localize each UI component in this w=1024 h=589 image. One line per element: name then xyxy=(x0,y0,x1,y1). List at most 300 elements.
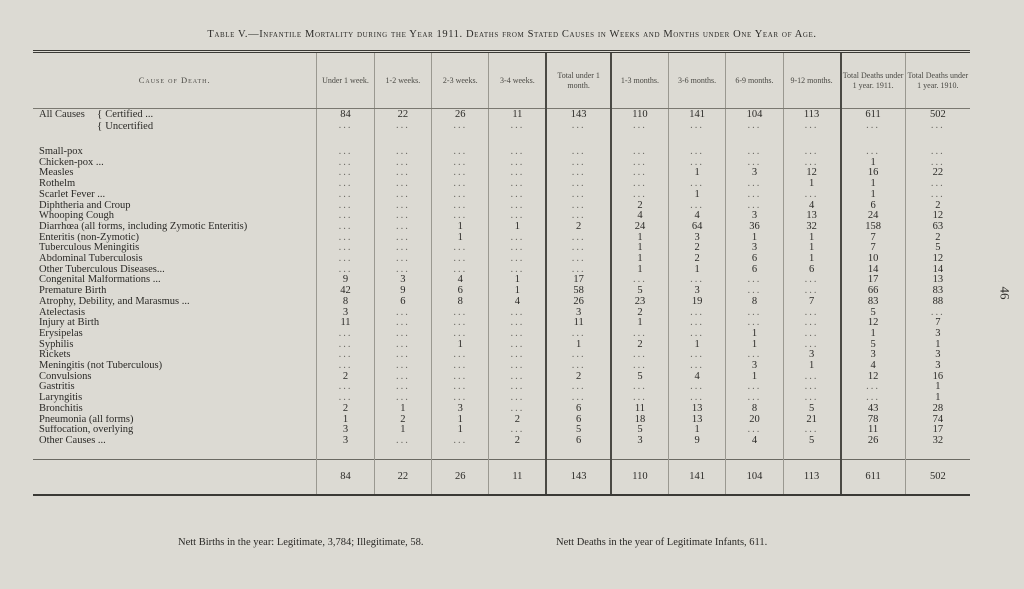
value-cell: ... xyxy=(726,190,783,201)
value-cell: 3 xyxy=(726,211,783,222)
value-cell: 4 xyxy=(668,372,725,383)
value-cell: 3 xyxy=(726,243,783,254)
value-cell: 74 xyxy=(905,415,970,426)
value-cell: ... xyxy=(432,190,489,201)
value-cell: ... xyxy=(489,158,546,169)
table-row xyxy=(33,415,970,426)
value-cell: 5 xyxy=(611,286,668,297)
value-cell: ... xyxy=(317,121,374,133)
value-cell: ... xyxy=(611,147,668,158)
value-cell: 20 xyxy=(726,415,783,426)
value-cell: ... xyxy=(726,393,783,404)
value-cell: ... xyxy=(489,179,546,190)
column-header: Cause of Death. xyxy=(33,52,317,109)
value-cell: 32 xyxy=(905,436,970,447)
value-cell: 4 xyxy=(611,211,668,222)
value-cell: 11 xyxy=(841,425,906,436)
value-cell: 8 xyxy=(317,297,374,308)
cause-label xyxy=(33,121,317,133)
value-cell: 9 xyxy=(668,436,725,447)
value-cell: ... xyxy=(726,318,783,329)
table-row xyxy=(33,201,970,212)
value-cell: 11 xyxy=(611,404,668,415)
value-cell: ... xyxy=(726,286,783,297)
value-cell: 6 xyxy=(546,415,611,426)
value-cell: ... xyxy=(546,329,611,340)
value-cell: 11 xyxy=(489,109,546,121)
value-cell: 3 xyxy=(317,425,374,436)
value-cell: 3 xyxy=(374,275,431,286)
value-cell: ... xyxy=(726,201,783,212)
value-cell: 22 xyxy=(905,168,970,179)
value-cell: 4 xyxy=(489,297,546,308)
value-cell: 611 xyxy=(841,459,906,495)
value-cell: ... xyxy=(374,243,431,254)
value-cell: ... xyxy=(668,158,725,169)
value-cell: ... xyxy=(317,222,374,233)
value-cell: ... xyxy=(726,158,783,169)
value-cell: ... xyxy=(905,190,970,201)
value-cell: 1 xyxy=(432,415,489,426)
value-cell: ... xyxy=(546,243,611,254)
table-row xyxy=(33,436,970,447)
all-causes-row xyxy=(33,109,970,121)
cause-label: Erysipelas xyxy=(39,328,83,339)
value-cell: ... xyxy=(432,168,489,179)
value-cell: ... xyxy=(374,201,431,212)
value-cell: 1 xyxy=(905,393,970,404)
value-cell: ... xyxy=(726,382,783,393)
value-cell: 58 xyxy=(546,286,611,297)
value-cell: 8 xyxy=(726,404,783,415)
value-cell: ... xyxy=(489,190,546,201)
cause-label: Rothelm xyxy=(39,179,76,190)
value-cell: 2 xyxy=(317,404,374,415)
value-cell: ... xyxy=(546,158,611,169)
value-cell: 12 xyxy=(841,372,906,383)
value-cell: ... xyxy=(611,382,668,393)
value-cell: 23 xyxy=(611,297,668,308)
cause-label: Measles xyxy=(39,168,74,179)
value-cell: 19 xyxy=(668,297,725,308)
value-cell: ... xyxy=(374,147,431,158)
value-cell: ... xyxy=(432,393,489,404)
value-cell: ... xyxy=(432,318,489,329)
value-cell: ... xyxy=(317,211,374,222)
value-cell: ... xyxy=(374,350,431,361)
table-row xyxy=(33,179,970,190)
value-cell: 26 xyxy=(841,436,906,447)
value-cell: ... xyxy=(726,121,783,133)
value-cell: ... xyxy=(905,147,970,158)
value-cell: 2 xyxy=(905,201,970,212)
value-cell: 502 xyxy=(905,459,970,495)
value-cell: ... xyxy=(489,233,546,244)
value-cell: 104 xyxy=(726,109,783,121)
value-cell: ... xyxy=(489,393,546,404)
value-cell: 1 xyxy=(489,275,546,286)
cause-label: Gastritis xyxy=(39,382,75,393)
value-cell: 2 xyxy=(546,372,611,383)
value-cell: 158 xyxy=(841,222,906,233)
table-title: Table V.—Infantile Mortality during the Year 1911. Deaths from Stated Causes in Weeks and Months under One Year of Age. xyxy=(207,29,817,40)
value-cell: 141 xyxy=(668,459,725,495)
value-cell: 66 xyxy=(841,286,906,297)
value-cell: ... xyxy=(611,121,668,133)
value-cell: ... xyxy=(432,308,489,319)
table-row xyxy=(33,308,970,319)
value-cell: 13 xyxy=(905,275,970,286)
value-cell: ... xyxy=(611,393,668,404)
value-cell: 10 xyxy=(841,254,906,265)
value-cell: 11 xyxy=(489,459,546,495)
value-cell: 84 xyxy=(317,459,374,495)
value-cell: 1 xyxy=(374,404,431,415)
value-cell: 141 xyxy=(668,109,725,121)
all-causes-label: All Causes xyxy=(39,109,85,120)
value-cell: 5 xyxy=(841,340,906,351)
value-cell: ... xyxy=(726,425,783,436)
value-cell: ... xyxy=(374,436,431,447)
cause-label: Chicken-pox ... xyxy=(39,157,104,168)
value-cell: 1 xyxy=(668,340,725,351)
cause-label: Meningitis (not Tuberculous) xyxy=(39,361,163,372)
value-cell: 4 xyxy=(432,275,489,286)
value-cell: ... xyxy=(783,329,840,340)
value-cell: ... xyxy=(668,121,725,133)
value-cell: 1 xyxy=(726,233,783,244)
value-cell: 83 xyxy=(841,297,906,308)
value-cell: ... xyxy=(668,275,725,286)
table-row xyxy=(33,297,970,308)
value-cell: ... xyxy=(489,201,546,212)
value-cell: ... xyxy=(374,211,431,222)
value-cell: 2 xyxy=(546,222,611,233)
value-cell: 6 xyxy=(432,286,489,297)
value-cell: 1 xyxy=(783,243,840,254)
value-cell: ... xyxy=(489,350,546,361)
value-cell: ... xyxy=(317,329,374,340)
value-cell: 1 xyxy=(783,361,840,372)
value-cell: 1 xyxy=(726,372,783,383)
cause-label: Diphtheria and Croup xyxy=(39,200,131,211)
value-cell: ... xyxy=(489,318,546,329)
value-cell: 17 xyxy=(841,275,906,286)
value-cell: 1 xyxy=(668,265,725,276)
value-cell: ... xyxy=(783,275,840,286)
value-cell: ... xyxy=(841,121,906,133)
value-cell: 1 xyxy=(841,179,906,190)
value-cell: ... xyxy=(546,382,611,393)
value-cell: 6 xyxy=(726,265,783,276)
value-cell: 1 xyxy=(668,425,725,436)
cause-label: Pneumonia (all forms) xyxy=(39,414,134,425)
table-row xyxy=(33,233,970,244)
value-cell: ... xyxy=(905,121,970,133)
value-cell: ... xyxy=(317,201,374,212)
value-cell: 9 xyxy=(317,275,374,286)
value-cell: ... xyxy=(374,190,431,201)
value-cell: 6 xyxy=(374,297,431,308)
table-row xyxy=(33,393,970,404)
value-cell: ... xyxy=(317,254,374,265)
value-cell: 1 xyxy=(374,425,431,436)
value-cell: 16 xyxy=(841,168,906,179)
cause-label: Other Causes ... xyxy=(39,435,106,446)
value-cell: 1 xyxy=(841,158,906,169)
value-cell: ... xyxy=(726,147,783,158)
value-cell: 12 xyxy=(841,318,906,329)
value-cell: ... xyxy=(374,168,431,179)
value-cell: ... xyxy=(726,179,783,190)
value-cell: ... xyxy=(374,254,431,265)
cause-label: Small-pox xyxy=(39,147,83,157)
value-cell: ... xyxy=(432,179,489,190)
value-cell: ... xyxy=(726,308,783,319)
value-cell: ... xyxy=(841,382,906,393)
column-header: 3-4 weeks. xyxy=(489,52,546,109)
value-cell: ... xyxy=(374,233,431,244)
value-cell: 84 xyxy=(317,109,374,121)
value-cell: 2 xyxy=(668,243,725,254)
value-cell: ... xyxy=(546,147,611,158)
cause-label: Injury at Birth xyxy=(39,318,100,329)
value-cell: 2 xyxy=(611,308,668,319)
value-cell: ... xyxy=(546,361,611,372)
deaths-note: Nett Deaths in the year of Legitimate Infants, 611. xyxy=(556,537,768,548)
value-cell: ... xyxy=(489,147,546,158)
value-cell: ... xyxy=(374,318,431,329)
value-cell: ... xyxy=(783,318,840,329)
value-cell: 3 xyxy=(611,436,668,447)
value-cell: ... xyxy=(783,147,840,158)
column-header: Under 1 week. xyxy=(317,52,374,109)
value-cell: ... xyxy=(489,404,546,415)
value-cell: ... xyxy=(546,254,611,265)
value-cell: 14 xyxy=(841,265,906,276)
value-cell: ... xyxy=(905,179,970,190)
cause-label: Abdominal Tuberculosis xyxy=(39,254,143,265)
value-cell: ... xyxy=(432,350,489,361)
value-cell: ... xyxy=(317,158,374,169)
value-cell: 1 xyxy=(905,382,970,393)
value-cell: 6 xyxy=(546,436,611,447)
value-cell: 24 xyxy=(611,222,668,233)
value-cell: ... xyxy=(489,265,546,276)
column-header: 1-2 weeks. xyxy=(374,52,431,109)
value-cell: 88 xyxy=(905,297,970,308)
value-cell: 1 xyxy=(546,340,611,351)
value-cell: ... xyxy=(317,243,374,254)
cause-label: Whooping Cough xyxy=(39,211,114,222)
table-row xyxy=(33,286,970,297)
value-cell: ... xyxy=(432,329,489,340)
value-cell: 3 xyxy=(668,286,725,297)
value-cell: ... xyxy=(546,190,611,201)
value-cell: 8 xyxy=(432,297,489,308)
value-cell: ... xyxy=(783,308,840,319)
value-cell: 1 xyxy=(668,190,725,201)
value-cell: ... xyxy=(317,350,374,361)
table-row xyxy=(33,340,970,351)
value-cell: ... xyxy=(783,425,840,436)
value-cell: ... xyxy=(841,147,906,158)
value-cell: ... xyxy=(317,179,374,190)
value-cell: ... xyxy=(783,190,840,201)
value-cell: 3 xyxy=(546,308,611,319)
value-cell: 143 xyxy=(546,459,611,495)
value-cell: ... xyxy=(374,158,431,169)
value-cell: ... xyxy=(317,361,374,372)
value-cell: ... xyxy=(668,382,725,393)
value-cell: 26 xyxy=(546,297,611,308)
column-header: 9-12 months. xyxy=(783,52,840,109)
value-cell: ... xyxy=(374,382,431,393)
value-cell: ... xyxy=(783,372,840,383)
value-cell: 14 xyxy=(905,265,970,276)
cause-label: Bronchitis xyxy=(39,403,83,414)
table-row xyxy=(33,404,970,415)
value-cell: ... xyxy=(611,179,668,190)
cause-label: Atrophy, Debility, and Marasmus ... xyxy=(39,296,190,307)
value-cell: 113 xyxy=(783,109,840,121)
value-cell: 26 xyxy=(432,109,489,121)
totals-row xyxy=(33,459,970,495)
value-cell: ... xyxy=(432,372,489,383)
value-cell: ... xyxy=(726,350,783,361)
cause-label: Enteritis (non-Zymotic) xyxy=(39,232,140,243)
value-cell: ... xyxy=(546,350,611,361)
value-cell: 1 xyxy=(783,254,840,265)
value-cell: 1 xyxy=(783,233,840,244)
table-row xyxy=(33,147,970,158)
value-cell: 4 xyxy=(726,436,783,447)
column-header: Total Deaths under 1 year. 1911. xyxy=(841,52,906,109)
value-cell: 1 xyxy=(841,190,906,201)
table-row xyxy=(33,211,970,222)
value-cell: 28 xyxy=(905,404,970,415)
value-cell: 11 xyxy=(317,318,374,329)
value-cell: 12 xyxy=(905,254,970,265)
value-cell: 18 xyxy=(611,415,668,426)
value-cell: 78 xyxy=(841,415,906,426)
value-cell: ... xyxy=(432,121,489,133)
value-cell: 12 xyxy=(905,211,970,222)
value-cell: ... xyxy=(432,436,489,447)
value-cell: 26 xyxy=(432,459,489,495)
value-cell: 3 xyxy=(432,404,489,415)
value-cell: 104 xyxy=(726,459,783,495)
cause-label: Atelectasis xyxy=(39,307,86,318)
value-cell: ... xyxy=(374,393,431,404)
value-cell: 7 xyxy=(841,243,906,254)
value-cell: ... xyxy=(546,179,611,190)
value-cell: 5 xyxy=(905,243,970,254)
value-cell: 17 xyxy=(905,425,970,436)
header-row xyxy=(33,52,970,109)
value-cell: 110 xyxy=(611,459,668,495)
value-cell: ... xyxy=(489,254,546,265)
value-cell: ... xyxy=(489,425,546,436)
value-cell: 3 xyxy=(317,308,374,319)
spacer-row xyxy=(33,132,970,147)
value-cell: ... xyxy=(668,179,725,190)
all-causes-row xyxy=(33,121,970,133)
value-cell: ... xyxy=(432,382,489,393)
cause-label: Suffocation, overlying xyxy=(39,425,134,436)
value-cell: ... xyxy=(841,393,906,404)
value-cell: ... xyxy=(668,201,725,212)
value-cell: ... xyxy=(611,361,668,372)
value-cell: ... xyxy=(668,329,725,340)
cause-label: Convulsions xyxy=(39,371,92,382)
value-cell: ... xyxy=(489,361,546,372)
value-cell: 2 xyxy=(374,415,431,426)
table-row xyxy=(33,243,970,254)
value-cell: ... xyxy=(489,121,546,133)
value-cell: ... xyxy=(611,275,668,286)
value-cell: 5 xyxy=(611,372,668,383)
value-cell: 83 xyxy=(905,286,970,297)
cause-label: Diarrhœa (all forms, including Zymotic Enteritis) xyxy=(39,221,248,232)
value-cell: 1 xyxy=(726,329,783,340)
cause-label: Syphilis xyxy=(39,339,74,350)
value-cell: 13 xyxy=(783,211,840,222)
value-cell: ... xyxy=(546,233,611,244)
value-cell: 611 xyxy=(841,109,906,121)
brace-glyph: { xyxy=(97,120,103,132)
value-cell: 1 xyxy=(611,318,668,329)
value-cell: ... xyxy=(374,372,431,383)
value-cell: ... xyxy=(668,308,725,319)
value-cell: ... xyxy=(374,121,431,133)
value-cell: ... xyxy=(374,340,431,351)
table-row xyxy=(33,329,970,340)
mortality-table xyxy=(33,50,970,496)
value-cell: 5 xyxy=(783,404,840,415)
cause-label: Scarlet Fever ... xyxy=(39,189,106,200)
table-row xyxy=(33,275,970,286)
table-body xyxy=(33,109,970,495)
value-cell: ... xyxy=(432,211,489,222)
value-cell: 1 xyxy=(489,222,546,233)
value-cell: ... xyxy=(317,190,374,201)
value-cell: 36 xyxy=(726,222,783,233)
value-cell: ... xyxy=(546,393,611,404)
value-cell: ... xyxy=(668,147,725,158)
value-cell: ... xyxy=(317,340,374,351)
value-cell: ... xyxy=(374,329,431,340)
value-cell: ... xyxy=(783,382,840,393)
column-header: Total under 1 month. xyxy=(546,52,611,109)
value-cell: ... xyxy=(668,393,725,404)
brace-glyph: { xyxy=(97,108,103,120)
value-cell: 1 xyxy=(432,425,489,436)
value-cell: 12 xyxy=(783,168,840,179)
births-note: Nett Births in the year: Legitimate, 3,784; Illegitimate, 58. xyxy=(178,537,424,548)
cause-label: Rickets xyxy=(39,350,71,361)
value-cell: ... xyxy=(489,372,546,383)
value-cell: ... xyxy=(489,168,546,179)
value-cell: ... xyxy=(611,158,668,169)
value-cell: 5 xyxy=(611,425,668,436)
value-cell: 43 xyxy=(841,404,906,415)
value-cell: 3 xyxy=(841,350,906,361)
value-cell: 1 xyxy=(905,340,970,351)
value-cell: ... xyxy=(546,211,611,222)
value-cell: ... xyxy=(905,308,970,319)
value-cell: 143 xyxy=(546,109,611,121)
